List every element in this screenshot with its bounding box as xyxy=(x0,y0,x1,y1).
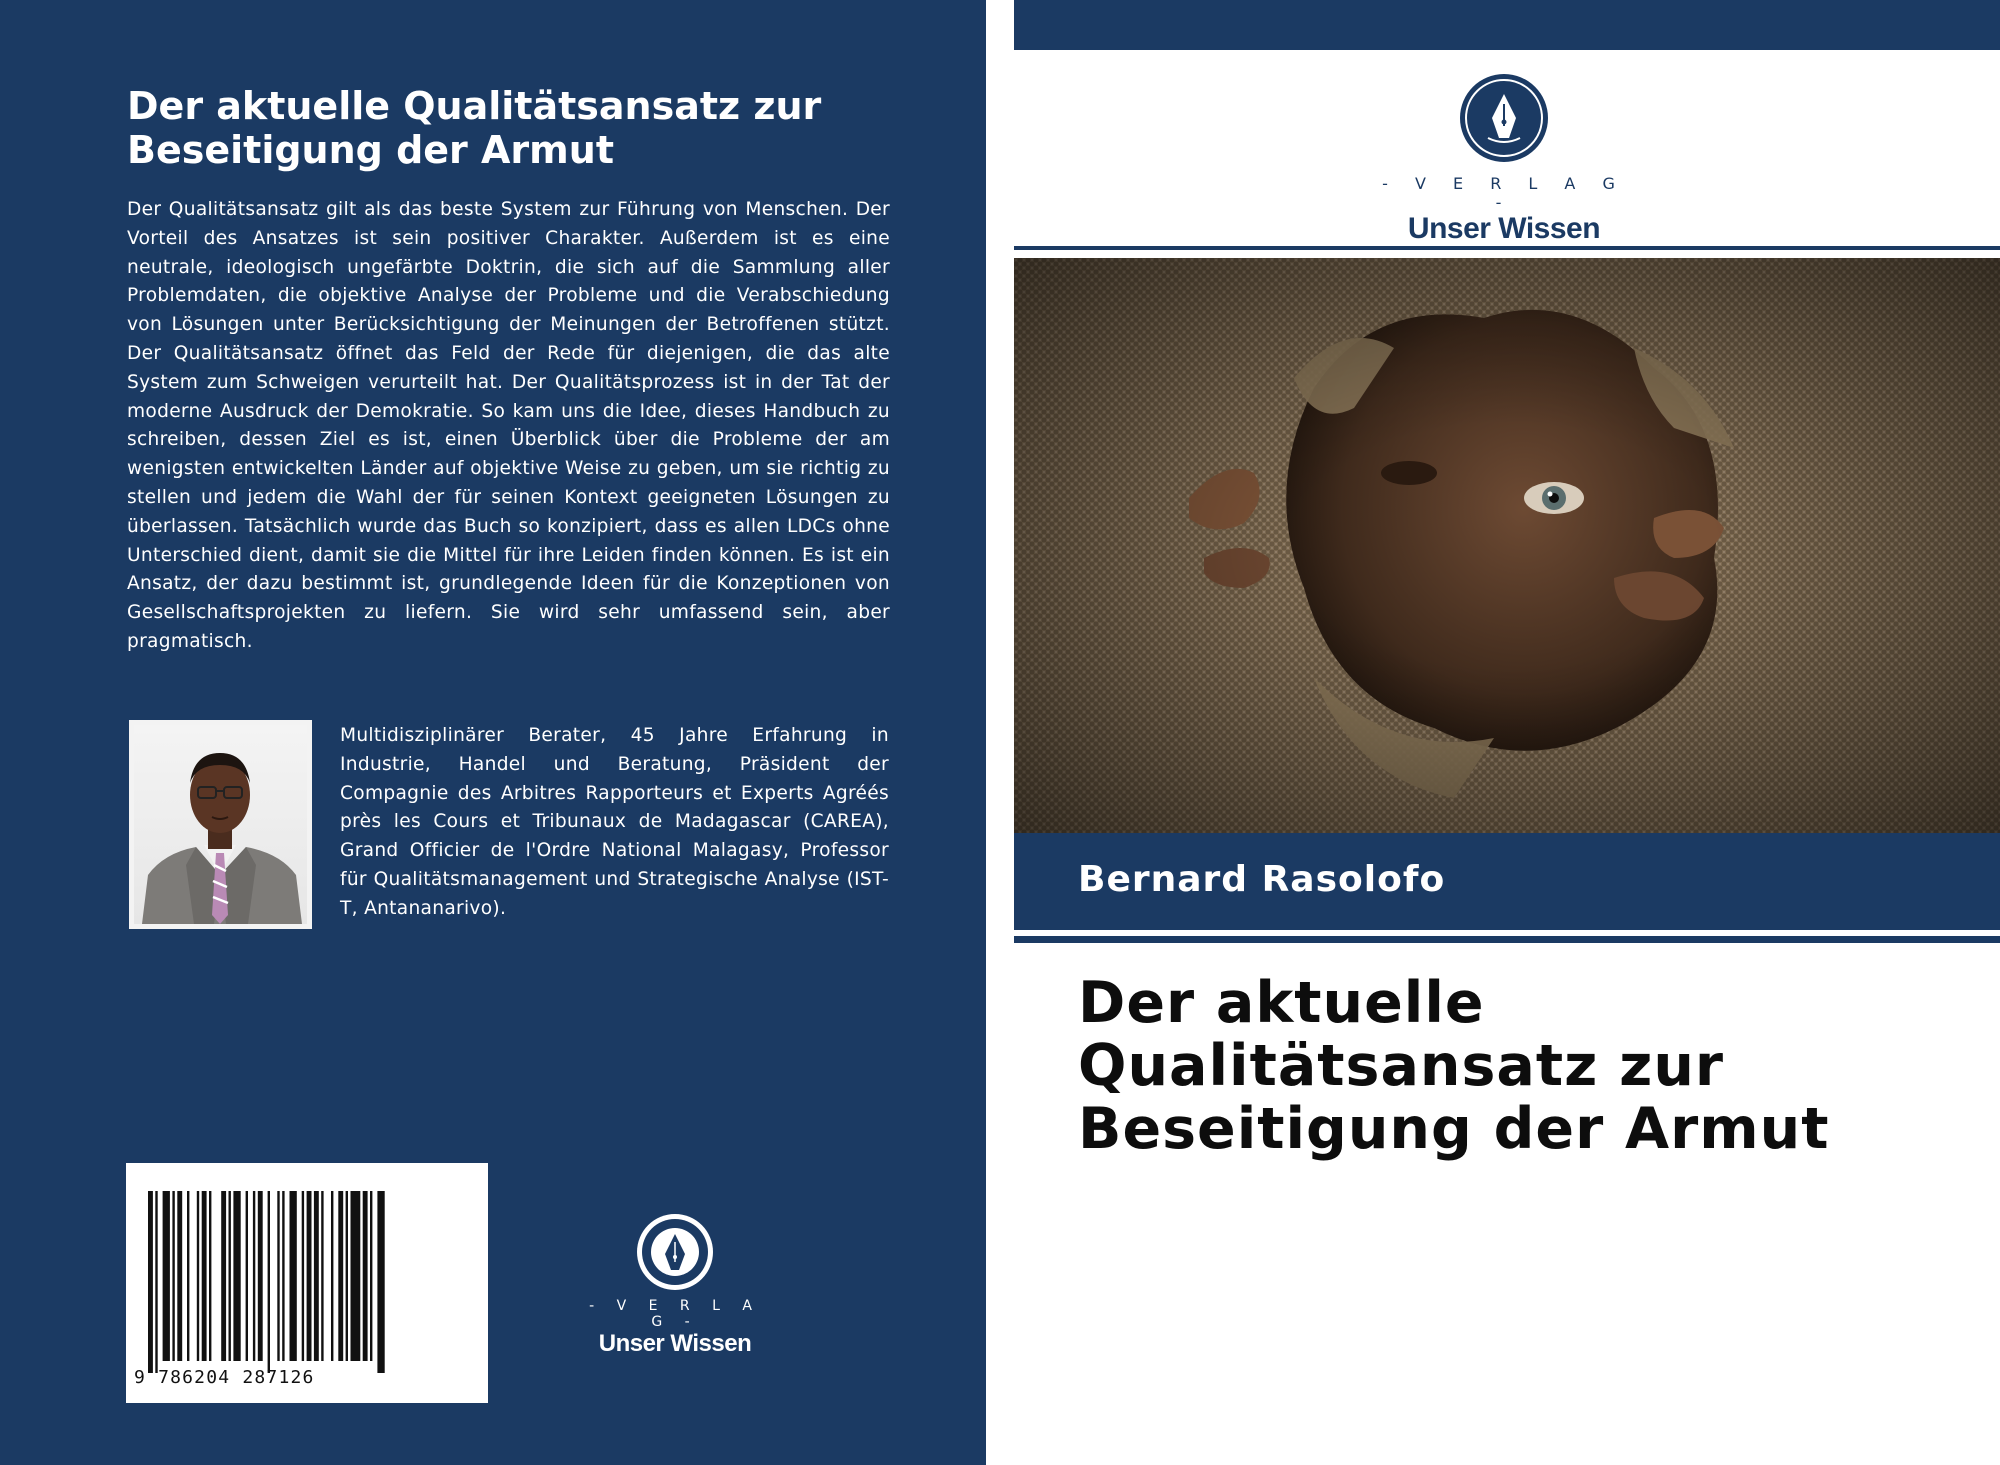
barcode-bar xyxy=(282,1191,284,1361)
barcode-bar xyxy=(172,1191,174,1361)
barcode-bar xyxy=(258,1191,263,1361)
back-cover xyxy=(0,0,986,1465)
barcode-bar xyxy=(321,1191,323,1361)
barcode-bar xyxy=(307,1191,312,1361)
title-line: Beseitigung der Armut xyxy=(1078,1096,1830,1162)
front-cover xyxy=(1014,0,2000,1465)
barcode-bar xyxy=(246,1191,248,1361)
barcode-bar xyxy=(346,1191,348,1361)
barcode-bar xyxy=(331,1191,333,1361)
publisher-name: Unser Wissen xyxy=(598,1330,752,1357)
barcode-bar xyxy=(197,1191,199,1361)
barcode-bar xyxy=(290,1191,297,1361)
barcode-bar xyxy=(377,1191,384,1373)
barcode-bar xyxy=(351,1191,361,1361)
barcode-bar xyxy=(148,1191,153,1373)
barcode-bar xyxy=(253,1191,255,1361)
title-line: Qualitätsansatz zur xyxy=(1078,1033,1725,1099)
title-line: Der aktuelle xyxy=(1078,970,1485,1036)
child-through-burlap-photo xyxy=(1014,258,2000,833)
author-portrait xyxy=(129,720,312,929)
top-navy-bar xyxy=(1014,0,2000,50)
barcode-bar xyxy=(163,1191,170,1361)
barcode-bar xyxy=(187,1191,189,1361)
barcode-bar xyxy=(338,1191,343,1361)
back-cover-title: Der aktuelle Qualitätsansatz zur Beseitigung der Armut xyxy=(127,84,822,172)
barcode-bar xyxy=(177,1191,182,1361)
verlag-label: - V E R L A G - xyxy=(1382,174,1626,212)
author-bio: Multidisziplinärer Berater, 45 Jahre Erfahrung in Industrie, Handel und Beratung, Präsident der Compagnie des Arbitres Rapporteurs et Experts Agréés près les Cours et Tribunaux de Madagascar (CAREA), Grand Officier de l'Ordre National Malagasy, Professor für Qualitätsmanagement und Strategische Analyse (IST-T, Antananarivo). xyxy=(340,725,889,919)
fountain-pen-nib-icon xyxy=(1458,72,1550,164)
back-publisher-logo xyxy=(575,1212,775,1357)
fountain-pen-nib-icon xyxy=(635,1212,715,1292)
front-cover-title xyxy=(1078,972,1958,1161)
barcode-bar xyxy=(363,1191,368,1361)
author-band xyxy=(1014,833,2000,930)
barcode-bar xyxy=(268,1191,270,1373)
barcode-bar xyxy=(155,1191,157,1373)
divider-line xyxy=(1014,936,2000,943)
barcode-bar xyxy=(302,1191,304,1361)
barcode-bar xyxy=(314,1191,319,1361)
barcode-bar xyxy=(233,1191,240,1361)
barcode-bar xyxy=(277,1191,279,1361)
back-cover-blurb: Der Qualitätsansatz gilt als das beste System zur Führung von Menschen. Der Vorteil des Ansatzes ist sein positiver Charakter. Außerdem ist es eine neutrale, ideologisch ungefärbte Doktrin, die sich auf die Sammlung aller Problemdaten, die objektive Analyse der Probleme und die Verabschiedung von Lösungen unter Berücksichtigung der Meinungen der Betroffenen stützt. Der Qualitätsansatz öffnet das Feld der Rede für diejenigen, die das alte System zum Schweigen verurteilt hat. Der Qualitätsprozess ist in der Tat der moderne Ausdruck der Demokratie. So kam uns die Idee, dieses Handbuch zu schreiben, dessen Ziel es ist, einen Überblick über die Probleme der am wenigsten entwickelten Länder auf objektive Weise zu geben, um sie richtig zu stellen und jedem die Wahl der für seinen Kontext geeigneten Lösungen zu überlassen. Tatsächlich wurde das Buch so konzipiert, dass es allen LDCs ohne Unterschied dient, damit sie die Mittel für ihre Leiden finden können. Es ist ein Ansatz, der dazu bestimmt ist, grundlegende Ideen für die Konzeptionen von Gesellschaftsprojekten zu liefern. Sie wird sehr umfassend sein, aber pragmatisch. xyxy=(127,199,890,652)
barcode-bar xyxy=(221,1191,226,1361)
front-publisher-logo xyxy=(1369,72,1639,245)
barcode-bar xyxy=(370,1191,372,1361)
isbn-number: 9 786204 287126 xyxy=(134,1367,315,1388)
divider-line xyxy=(1014,246,2000,250)
barcode-bar xyxy=(229,1191,231,1361)
author-name: Bernard Rasolofo xyxy=(1078,859,1446,900)
barcode-bar xyxy=(202,1191,207,1361)
verlag-label: - V E R L A G - xyxy=(589,1298,761,1330)
cover-photo xyxy=(1014,258,2000,833)
isbn-barcode xyxy=(126,1163,488,1403)
barcode-bar xyxy=(209,1191,211,1361)
author-portrait-icon xyxy=(134,725,307,924)
publisher-name: Unser Wissen xyxy=(1407,212,1601,245)
spine xyxy=(986,0,1014,1465)
